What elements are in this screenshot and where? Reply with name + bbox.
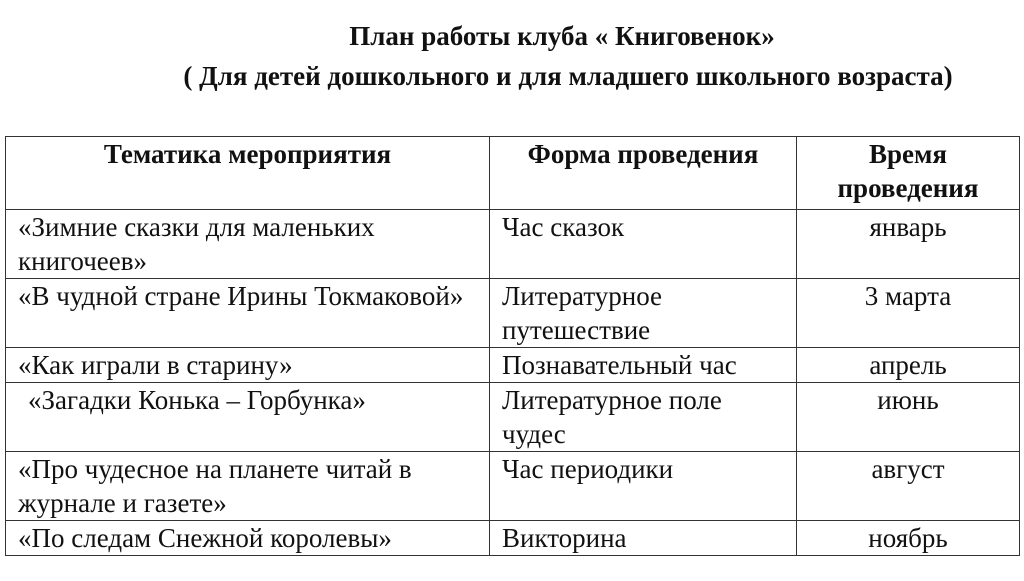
- table-row: [6, 210, 1020, 279]
- header-form: Форма проведения: [490, 137, 797, 210]
- table-header-row: [6, 137, 1020, 210]
- time-cell: январь: [797, 210, 1020, 279]
- time-cell: ноябрь: [797, 521, 1020, 556]
- document-subtitle: ( Для детей дошкольного и для младшего школьного возраста): [183, 61, 953, 91]
- topic-cell: «Про чудесное на планете читай в журнале и газете»: [6, 452, 490, 521]
- table-row: [6, 452, 1020, 521]
- topic-cell: «Зимние сказки для маленьких книгочеев»: [6, 210, 490, 279]
- form-cell: Литературное путешествие: [490, 279, 797, 348]
- document-title: План работы клуба « Книговенок»: [349, 21, 775, 51]
- time-cell: апрель: [797, 348, 1020, 383]
- form-cell: Час периодики: [490, 452, 797, 521]
- time-cell: июнь: [797, 383, 1020, 452]
- topic-cell: «Как играли в старину»: [6, 348, 490, 383]
- header-topic: Тематика мероприятия: [6, 137, 490, 210]
- time-cell: август: [797, 452, 1020, 521]
- topic-cell: «По следам Снежной королевы»: [6, 521, 490, 556]
- form-cell: Викторина: [490, 521, 797, 556]
- header-time: Время проведения: [797, 137, 1020, 210]
- table-row: [6, 521, 1020, 556]
- form-cell: Час сказок: [490, 210, 797, 279]
- topic-cell: «В чудной стране Ирины Токмаковой»: [6, 279, 490, 348]
- table-row: [6, 279, 1020, 348]
- form-cell: Познавательный час: [490, 348, 797, 383]
- time-cell: 3 марта: [797, 279, 1020, 348]
- form-cell: Литературное поле чудес: [490, 383, 797, 452]
- table-row: [6, 383, 1020, 452]
- topic-cell: «Загадки Конька – Горбунка»: [6, 383, 490, 452]
- table-row: [6, 348, 1020, 383]
- events-table: [5, 136, 1020, 556]
